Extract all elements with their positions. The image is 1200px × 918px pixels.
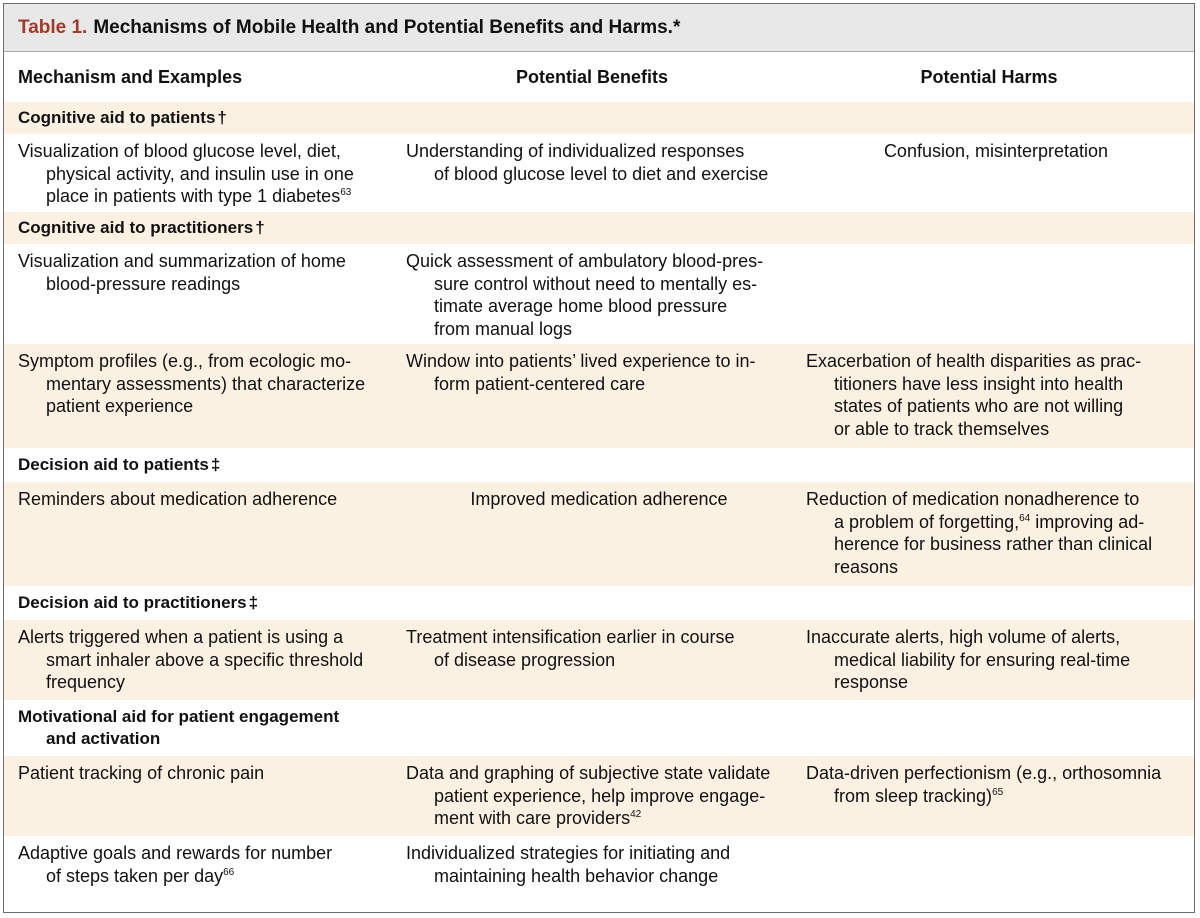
reference-superscript: 65 (992, 786, 1004, 798)
cell-line: maintaining health behavior change (434, 865, 719, 886)
table-row (4, 134, 1194, 212)
cell-line: Symptom profiles (e.g., from ecologic mo- (18, 351, 352, 371)
cell-line: blood-pressure readings (46, 273, 241, 294)
cell-line: Visualization and summarization of home (18, 251, 346, 271)
cell-line: from manual logs (434, 318, 573, 339)
benefits-cell (392, 626, 792, 671)
reference-superscript: 66 (223, 866, 235, 878)
mechanism-cell (4, 488, 392, 511)
harms-cell (792, 488, 1194, 578)
table-title: Mechanisms of Mobile Health and Potential Benefits and Harms.* (93, 16, 681, 38)
table-row (4, 620, 1194, 700)
cell-line (18, 185, 392, 208)
table-row (4, 756, 1194, 836)
cell-line: reasons (834, 556, 899, 577)
cell-line: Reminders about medication adherence (18, 489, 338, 509)
cell-line: physical activity, and insulin use in one (46, 163, 354, 184)
cell-line: form patient-centered care (434, 373, 646, 394)
cell-line: patient experience, help improve engage- (434, 785, 766, 806)
section-label: Cognitive aid to patients (18, 108, 216, 127)
table-row (4, 836, 1194, 896)
cell-line: frequency (46, 672, 126, 692)
cell-line: response (834, 672, 909, 692)
footnote-mark: † (255, 218, 265, 237)
section-header (4, 212, 1194, 244)
cell-line: Alerts triggered when a patient is using a (18, 627, 344, 647)
cell-line: Adaptive goals and rewards for number (18, 843, 333, 863)
cell-line: Window into patients’ lived experience to in- (406, 351, 756, 371)
cell-line: Data and graphing of subjective state validate (406, 763, 771, 783)
section-label (18, 706, 339, 750)
cell-line (406, 807, 792, 830)
mechanism-cell (4, 350, 392, 418)
cell-line: timate average home blood pressure (434, 296, 728, 316)
cell-text: from sleep tracking) (834, 785, 993, 806)
footnote-mark: † (217, 108, 227, 127)
section-header (4, 700, 1194, 756)
cell-line (806, 511, 1186, 534)
harms-cell (792, 140, 1194, 163)
cell-line: Improved medication adherence (470, 489, 728, 509)
benefits-cell (392, 250, 792, 340)
table-number: Table 1. (18, 16, 88, 38)
cell-line: states of patients who are not willing (834, 396, 1124, 416)
cell-line: of blood glucose level to diet and exercise (434, 163, 769, 184)
cell-line: medical liability for ensuring real-time (834, 649, 1131, 670)
section-label: Decision aid to practitioners (18, 593, 247, 612)
section-label: Decision aid to patients (18, 455, 209, 474)
table-row (4, 344, 1194, 448)
cell-line: mentary assessments) that characterize (46, 373, 366, 394)
cell-line: smart inhaler above a specific threshold (46, 649, 364, 670)
table-frame (3, 3, 1195, 913)
mechanism-cell (4, 250, 392, 295)
section-header (4, 102, 1194, 134)
benefits-cell (392, 762, 792, 830)
cell-line: Confusion, misinterpretation (883, 141, 1109, 161)
section-header (4, 448, 1194, 482)
mechanism-cell (4, 140, 392, 208)
reference-superscript: 64 (1019, 512, 1031, 524)
section-label-line: Motivational aid for patient engagement (18, 707, 340, 726)
cell-line: or able to track themselves (834, 418, 1050, 439)
cell-line: Inaccurate alerts, high volume of alerts, (806, 627, 1121, 647)
table-caption (4, 4, 1194, 52)
benefits-cell (392, 140, 792, 185)
section-header (4, 586, 1194, 620)
section-label-line: and activation (46, 729, 161, 748)
column-header-harms: Potential Harms (920, 66, 1058, 87)
table-row (4, 482, 1194, 586)
harms-cell (792, 350, 1194, 440)
footnote-mark: ‡ (248, 593, 259, 612)
cell-text: of steps taken per day (46, 865, 224, 886)
cell-line: Reduction of medication nonadherence to (806, 489, 1140, 509)
cell-line: Data-driven perfectionism (e.g., orthosomnia (806, 763, 1162, 783)
cell-line: titioners have less insight into health (834, 373, 1124, 394)
cell-line: patient experience (46, 396, 194, 416)
cell-line: Exacerbation of health disparities as prac- (806, 351, 1142, 371)
cell-line: Patient tracking of chronic pain (18, 763, 265, 783)
harms-cell (792, 626, 1194, 694)
cell-line: Quick assessment of ambulatory blood-pres- (406, 251, 764, 271)
mechanism-cell (4, 762, 392, 785)
column-header-mechanism: Mechanism and Examples (18, 66, 243, 87)
cell-line: herence for business rather than clinical (834, 534, 1153, 554)
mechanism-cell (4, 842, 392, 887)
mechanism-cell (4, 626, 392, 694)
cell-text: improving ad- (1030, 511, 1145, 532)
harms-cell (792, 762, 1194, 807)
cell-text: a problem of forgetting, (834, 511, 1020, 532)
cell-line: Visualization of blood glucose level, diet, (18, 141, 341, 161)
benefits-cell (392, 350, 792, 395)
section-label: Cognitive aid to practitioners (18, 218, 254, 237)
cell-line: of disease progression (434, 649, 616, 670)
column-header-row (4, 52, 1194, 102)
cell-line: Individualized strategies for initiating and (406, 843, 731, 863)
cell-text: place in patients with type 1 diabetes (46, 186, 341, 206)
table-row (4, 244, 1194, 344)
cell-line: Treatment intensification earlier in course (406, 627, 735, 647)
footnote-mark: ‡ (210, 455, 221, 474)
reference-superscript: 63 (340, 187, 352, 198)
benefits-cell (392, 488, 792, 511)
cell-line (18, 865, 392, 888)
reference-superscript: 42 (630, 809, 642, 820)
benefits-cell (392, 842, 792, 887)
cell-line: Understanding of individualized responses (406, 141, 745, 161)
cell-line: sure control without need to mentally es- (434, 273, 758, 294)
cell-text: ment with care providers (434, 808, 631, 828)
column-header-benefits: Potential Benefits (515, 66, 669, 87)
cell-line (806, 785, 1186, 808)
